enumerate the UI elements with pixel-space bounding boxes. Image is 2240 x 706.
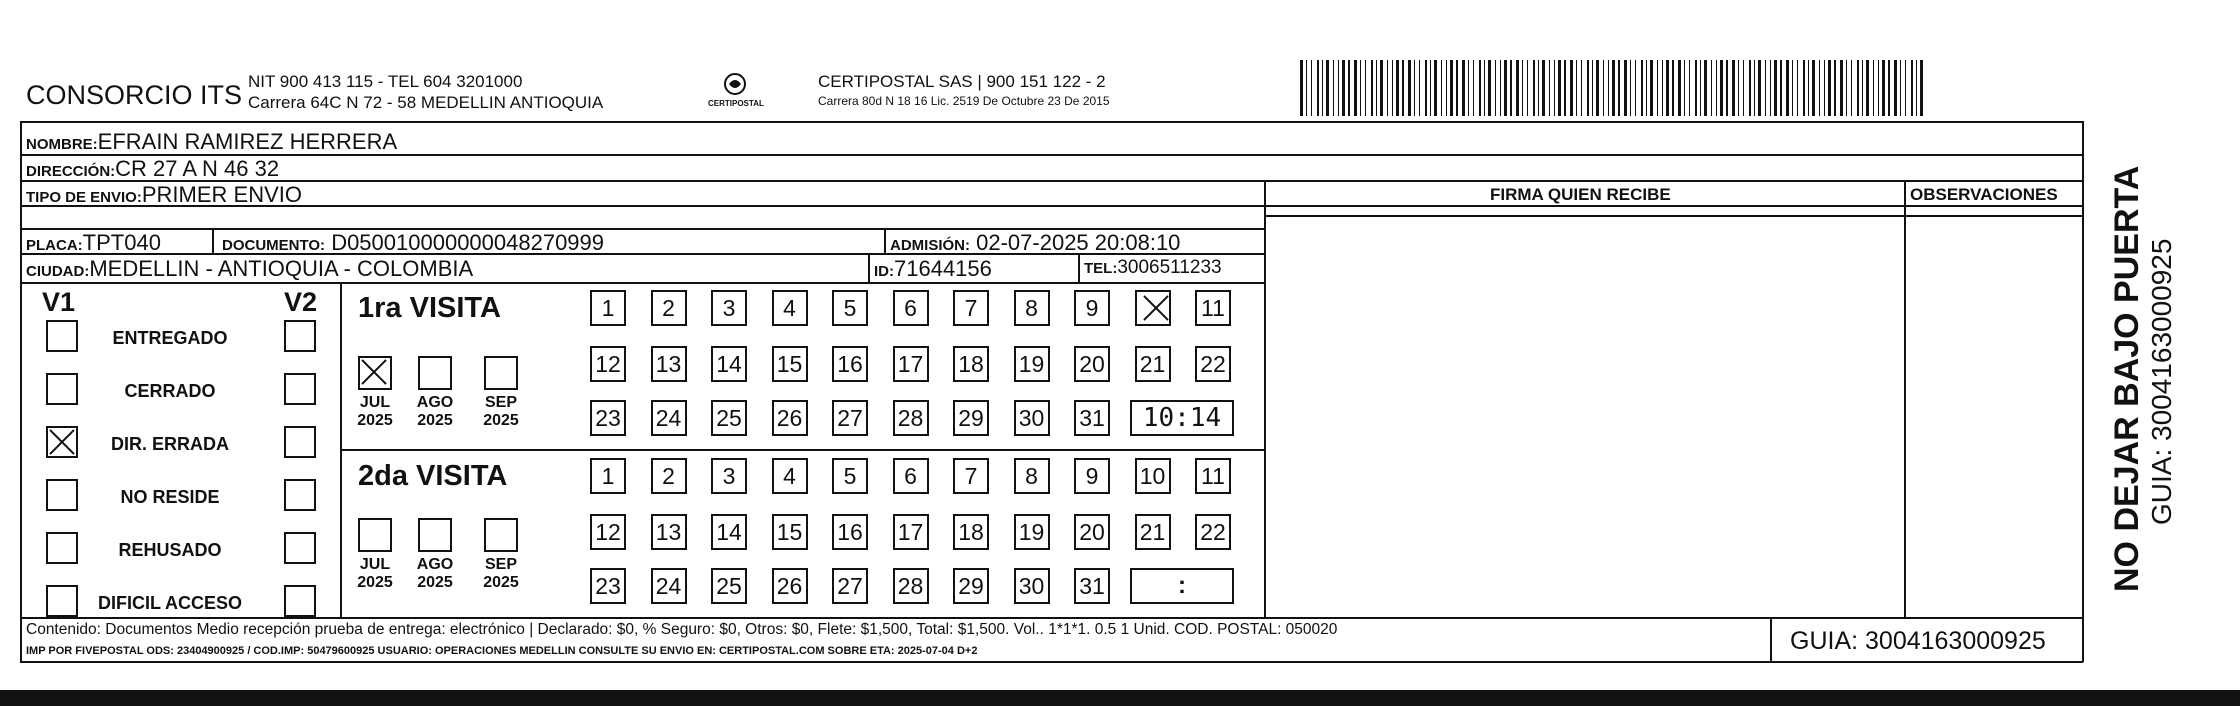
visit2-day[interactable]: 18 — [953, 514, 989, 550]
barcode-bar — [1882, 60, 1885, 116]
visit2-day[interactable]: 9 — [1074, 458, 1110, 494]
barcode-bar — [1662, 60, 1663, 116]
visit1-day[interactable]: 9 — [1074, 290, 1110, 326]
visit1-time: 10:14 — [1130, 400, 1234, 436]
visit1-day[interactable]: 7 — [953, 290, 989, 326]
certipostal-logo — [708, 70, 762, 114]
barcode-bar — [1689, 60, 1690, 116]
visit1-day[interactable]: 26 — [772, 400, 808, 436]
barcode-bar — [1905, 60, 1906, 116]
barcode-bar — [1846, 60, 1847, 116]
month-name: SEP — [484, 394, 517, 411]
visit2-month-label — [409, 556, 461, 593]
barcode-bar — [1603, 60, 1604, 116]
barcode-bar — [1342, 60, 1345, 116]
barcode-bar — [1510, 60, 1512, 116]
certipostal-address: Carrera 80d N 18 16 Lic. 2519 De Octubre 23 De 2015 — [818, 94, 1110, 108]
barcode-bar — [1754, 60, 1755, 116]
documento-label: DOCUMENTO: — [222, 237, 326, 254]
visit1-day[interactable]: 8 — [1014, 290, 1050, 326]
status-label: REHUSADO — [118, 540, 222, 560]
visit1-month-label — [349, 394, 401, 431]
barcode-bar — [1473, 60, 1474, 116]
visit1-day[interactable]: 11 — [1195, 290, 1231, 326]
barcode-bar — [1857, 60, 1859, 116]
barcode-bar — [1700, 60, 1701, 116]
nombre-row — [26, 131, 397, 153]
month-name: AGO — [416, 394, 454, 411]
visit1-month-label — [475, 394, 527, 431]
placa-value: TPT040 — [82, 230, 161, 255]
barcode-bar — [1630, 60, 1631, 116]
barcode-bar — [1387, 60, 1388, 116]
month-year: 2025 — [357, 412, 393, 430]
direccion-value: CR 27 A N 46 32 — [115, 156, 280, 181]
barcode-bar — [1726, 60, 1728, 116]
barcode-bar — [1657, 60, 1658, 116]
footer-content: Contenido: Documentos Medio recepción prueba de entrega: electrónico | Declarado: $0, % Seguro: $0, Otros: $0, Flete: $1,500, Total: $1,500. Vol.. 1*1*1. 0.5 1 Unid. COD. POSTAL: 050020 — [26, 621, 1338, 638]
visit1-day[interactable]: 20 — [1074, 346, 1110, 382]
visit2-title: 2da VISITA — [358, 460, 508, 492]
visit2-day[interactable]: 27 — [832, 568, 868, 604]
barcode-bar — [1743, 60, 1744, 116]
barcode-bar — [1468, 60, 1469, 116]
barcode-bar — [1780, 60, 1782, 116]
visit1-day[interactable]: 4 — [772, 290, 808, 326]
visit1-day[interactable]: 16 — [832, 346, 868, 382]
barcode-bar — [1797, 60, 1798, 116]
barcode-bar — [1587, 60, 1589, 116]
barcode-bar — [1920, 60, 1923, 116]
visit1-day[interactable]: 3 — [711, 290, 747, 326]
barcode-bar — [1392, 60, 1393, 116]
documento-row — [222, 232, 604, 254]
barcode-bar — [1840, 60, 1843, 116]
barcode-bar — [1434, 60, 1437, 116]
visit2-day[interactable]: 1 — [590, 458, 626, 494]
barcode-bar — [1792, 60, 1793, 116]
visit2-day[interactable]: 17 — [893, 514, 929, 550]
visit1-day[interactable]: 22 — [1195, 346, 1231, 382]
barcode-bar — [1666, 60, 1669, 116]
barcode-bar — [1612, 60, 1615, 116]
footer-imp: IMP POR FIVEPOSTAL ODS: 23404900925 / COD.IMP: 50479600925 USUARIO: OPERACIONES MEDELLIN CONSULTE SU ENVIO EN: CERTIPOSTAL.COM SOBRE ETA: 2025-07-04 D+2 — [26, 645, 978, 657]
visit1-day[interactable]: 31 — [1074, 400, 1110, 436]
visit2-day[interactable]: 21 — [1135, 514, 1171, 550]
company-name: CONSORCIO ITS — [26, 80, 243, 110]
v2-header: V2 — [284, 287, 318, 317]
barcode-bar — [1554, 60, 1555, 116]
barcode-bar — [1326, 60, 1329, 116]
id-value: 71644156 — [894, 256, 992, 281]
barcode-bar — [1720, 60, 1723, 116]
barcode-bar — [1479, 60, 1481, 116]
nombre-value: EFRAIN RAMIREZ HERRERA — [97, 129, 398, 154]
barcode-bar — [1419, 60, 1420, 116]
visit1-day[interactable]: 30 — [1014, 400, 1050, 436]
barcode-bar — [1819, 60, 1820, 116]
visit2-month-label — [475, 556, 527, 593]
visit2-day[interactable]: 11 — [1195, 458, 1231, 494]
barcode-bar — [1522, 60, 1523, 116]
barcode-bar — [1354, 60, 1357, 116]
barcode-bar — [1396, 60, 1399, 116]
status-label: ENTREGADO — [112, 328, 228, 348]
tel-row — [1084, 258, 1222, 277]
barcode-bar — [1408, 60, 1411, 116]
barcode-bar — [1333, 60, 1334, 116]
barcode-bar — [1322, 60, 1323, 116]
barcode — [1300, 60, 1930, 116]
barcode-bar — [1538, 60, 1539, 116]
barcode-bar — [1704, 60, 1707, 116]
tipo-value: PRIMER ENVIO — [141, 182, 302, 207]
direccion-row — [26, 158, 279, 180]
month-year: 2025 — [483, 574, 519, 592]
month-year: 2025 — [357, 574, 393, 592]
visit1-day[interactable]: 19 — [1014, 346, 1050, 382]
barcode-bar — [1317, 60, 1319, 116]
visit2-day[interactable]: 26 — [772, 568, 808, 604]
visit1-day[interactable] — [1135, 290, 1171, 326]
month-year: 2025 — [417, 574, 453, 592]
visit1-day[interactable]: 1 — [590, 290, 626, 326]
placa-row — [26, 232, 161, 254]
visit2-month-label — [349, 556, 401, 593]
barcode-bar — [1608, 60, 1609, 116]
barcode-bar — [1338, 60, 1339, 116]
month-name: JUL — [359, 394, 391, 411]
barcode-bar — [1504, 60, 1507, 116]
barcode-bar — [1527, 60, 1528, 116]
barcode-bar — [1916, 60, 1917, 116]
visit2-day[interactable]: 31 — [1074, 568, 1110, 604]
visit1-day[interactable]: 14 — [711, 346, 747, 382]
visit2-day[interactable]: 5 — [832, 458, 868, 494]
visit1-day[interactable]: 5 — [832, 290, 868, 326]
visit2-day[interactable]: 19 — [1014, 514, 1050, 550]
barcode-bar — [1786, 60, 1789, 116]
barcode-bar — [1430, 60, 1431, 116]
barcode-bar — [1360, 60, 1361, 116]
visit2-month-checkbox[interactable] — [484, 518, 518, 552]
visit1-day[interactable]: 23 — [590, 400, 626, 436]
visit2-day[interactable]: 6 — [893, 458, 929, 494]
barcode-bar — [1873, 60, 1874, 116]
barcode-bar — [1866, 60, 1869, 116]
barcode-bar — [1549, 60, 1550, 116]
barcode-bar — [1581, 60, 1582, 116]
bottom-edge — [0, 690, 2240, 706]
barcode-bar — [1542, 60, 1545, 116]
barcode-bar — [1803, 60, 1805, 116]
barcode-bar — [1376, 60, 1377, 116]
barcode-bar — [1765, 60, 1766, 116]
nombre-label: NOMBRE: — [26, 136, 98, 153]
status-label: DIR. ERRADA — [110, 434, 229, 454]
barcode-bar — [1462, 60, 1465, 116]
visit1-day[interactable]: 25 — [711, 400, 747, 436]
side-guia: GUIA: 3004163000925 — [2146, 238, 2177, 525]
visit1-day[interactable]: 17 — [893, 346, 929, 382]
barcode-bar — [1300, 60, 1303, 116]
status-label: CERRADO — [124, 381, 216, 401]
visit2-day[interactable]: 14 — [711, 514, 747, 550]
firma-label: FIRMA QUIEN RECIBE — [1490, 185, 1671, 204]
barcode-bar — [1488, 60, 1491, 116]
ciudad-row — [26, 258, 473, 280]
barcode-bar — [1888, 60, 1890, 116]
barcode-bar — [1716, 60, 1717, 116]
barcode-bar — [1365, 60, 1366, 116]
visit1-day[interactable]: 13 — [651, 346, 687, 382]
barcode-bar — [1732, 60, 1735, 116]
visit2-day[interactable]: 25 — [711, 568, 747, 604]
side-notice: NO DEJAR BAJO PUERTA — [2108, 165, 2146, 592]
barcode-bar — [1774, 60, 1777, 116]
company-address: Carrera 64C N 72 - 58 MEDELLIN ANTIOQUIA — [248, 93, 604, 112]
visit1-day[interactable]: 29 — [953, 400, 989, 436]
direccion-label: DIRECCIÓN: — [26, 163, 116, 180]
tipo-row — [26, 184, 302, 206]
barcode-bar — [1414, 60, 1415, 116]
visit1-month-checkbox[interactable] — [484, 356, 518, 390]
barcode-bar — [1450, 60, 1453, 116]
barcode-bar — [1516, 60, 1519, 116]
visit2-day[interactable]: 15 — [772, 514, 808, 550]
barcode-bar — [1484, 60, 1485, 116]
barcode-bar — [1495, 60, 1496, 116]
barcode-bar — [1446, 60, 1447, 116]
visit2-day[interactable]: 16 — [832, 514, 868, 550]
barcode-bar — [1828, 60, 1831, 116]
barcode-bar — [1812, 60, 1815, 116]
visit2-day[interactable]: 28 — [893, 568, 929, 604]
logo-text: CERTIPOSTAL — [708, 99, 764, 108]
tel-value: 3006511233 — [1117, 257, 1222, 278]
visit2-day[interactable]: 7 — [953, 458, 989, 494]
barcode-bar — [1592, 60, 1593, 116]
visit1-month-checkbox[interactable] — [358, 356, 392, 390]
visit2-day[interactable]: 29 — [953, 568, 989, 604]
certipostal-line: CERTIPOSTAL SAS | 900 151 122 - 2 — [818, 72, 1106, 91]
tel-label: TEL: — [1084, 260, 1118, 277]
status-label: NO RESIDE — [120, 487, 220, 507]
barcode-bar — [1596, 60, 1599, 116]
barcode-bar — [1894, 60, 1897, 116]
barcode-bar — [1900, 60, 1901, 116]
observaciones-label: OBSERVACIONES — [1910, 185, 2058, 204]
visit1-title: 1ra VISITA — [358, 292, 501, 324]
barcode-bar — [1500, 60, 1501, 116]
status-label: DIFICIL ACCESO — [97, 593, 242, 613]
barcode-bar — [1738, 60, 1739, 116]
barcode-bar — [1878, 60, 1879, 116]
barcode-bar — [1348, 60, 1350, 116]
barcode-bar — [1711, 60, 1712, 116]
barcode-bar — [1808, 60, 1809, 116]
barcode-bar — [1402, 60, 1404, 116]
visit1-day[interactable]: 2 — [651, 290, 687, 326]
barcode-bar — [1558, 60, 1561, 116]
visit1-day[interactable]: 18 — [953, 346, 989, 382]
placa-label: PLACA: — [26, 237, 83, 254]
visit1-month-label — [409, 394, 461, 431]
company-nit: NIT 900 413 115 - TEL 604 3201000 — [248, 72, 523, 91]
barcode-bar — [1576, 60, 1577, 116]
barcode-bar — [1646, 60, 1647, 116]
barcode-bar — [1624, 60, 1627, 116]
month-year: 2025 — [483, 412, 519, 430]
barcode-bar — [1911, 60, 1913, 116]
barcode-bar — [1371, 60, 1373, 116]
month-name: SEP — [484, 556, 517, 573]
visit2-month-checkbox[interactable] — [358, 518, 392, 552]
barcode-bar — [1564, 60, 1566, 116]
barcode-bar — [1758, 60, 1761, 116]
visit1-day[interactable]: 15 — [772, 346, 808, 382]
visit1-day[interactable]: 28 — [893, 400, 929, 436]
barcode-bar — [1650, 60, 1653, 116]
visit1-day[interactable]: 6 — [893, 290, 929, 326]
visit2-day[interactable]: 20 — [1074, 514, 1110, 550]
tipo-label: TIPO DE ENVIO: — [26, 189, 142, 206]
barcode-bar — [1570, 60, 1573, 116]
v1-header: V1 — [42, 287, 76, 317]
barcode-bar — [1456, 60, 1458, 116]
barcode-bar — [1311, 60, 1312, 116]
documento-value: D050010000000048270999 — [331, 230, 605, 255]
barcode-bar — [1684, 60, 1685, 116]
visit2-month-checkbox[interactable] — [418, 518, 452, 552]
barcode-bar — [1306, 60, 1307, 116]
barcode-bar — [1834, 60, 1836, 116]
visit2-day[interactable]: 23 — [590, 568, 626, 604]
admision-label: ADMISIÓN: — [890, 237, 970, 254]
visit1-day[interactable]: 24 — [651, 400, 687, 436]
barcode-bar — [1862, 60, 1863, 116]
visit1-day[interactable]: 27 — [832, 400, 868, 436]
barcode-bar — [1770, 60, 1771, 116]
visit2-day[interactable]: 22 — [1195, 514, 1231, 550]
id-row — [874, 258, 992, 280]
barcode-bar — [1533, 60, 1535, 116]
visit2-time: : — [1130, 568, 1234, 604]
admision-row — [890, 232, 1180, 254]
visit2-day[interactable]: 4 — [772, 458, 808, 494]
ciudad-label: CIUDAD: — [26, 263, 90, 280]
visit2-day[interactable]: 2 — [651, 458, 687, 494]
barcode-bar — [1695, 60, 1697, 116]
barcode-bar — [1672, 60, 1674, 116]
barcode-bar — [1380, 60, 1383, 116]
visit2-day[interactable]: 8 — [1014, 458, 1050, 494]
month-year: 2025 — [417, 412, 453, 430]
barcode-bar — [1441, 60, 1442, 116]
barcode-bar — [1824, 60, 1825, 116]
admision-value: 02-07-2025 20:08:10 — [976, 230, 1181, 255]
barcode-bar — [1678, 60, 1681, 116]
visit1-day[interactable]: 12 — [590, 346, 626, 382]
ciudad-value: MEDELLIN - ANTIOQUIA - COLOMBIA — [89, 256, 474, 281]
visit2-day[interactable]: 13 — [651, 514, 687, 550]
visit2-day[interactable]: 30 — [1014, 568, 1050, 604]
barcode-bar — [1851, 60, 1852, 116]
visit2-day[interactable]: 24 — [651, 568, 687, 604]
visit1-month-checkbox[interactable] — [418, 356, 452, 390]
barcode-bar — [1635, 60, 1636, 116]
visit2-day[interactable]: 12 — [590, 514, 626, 550]
barcode-bar — [1641, 60, 1643, 116]
month-name: AGO — [416, 556, 454, 573]
barcode-bar — [1749, 60, 1751, 116]
id-label: ID: — [874, 263, 894, 280]
visit2-day[interactable]: 10 — [1135, 458, 1171, 494]
visit2-day[interactable]: 3 — [711, 458, 747, 494]
barcode-bar — [1425, 60, 1427, 116]
footer-guia: GUIA: 3004163000925 — [1790, 627, 2046, 655]
visit1-day[interactable]: 21 — [1135, 346, 1171, 382]
month-name: JUL — [359, 556, 391, 573]
barcode-bar — [1618, 60, 1620, 116]
